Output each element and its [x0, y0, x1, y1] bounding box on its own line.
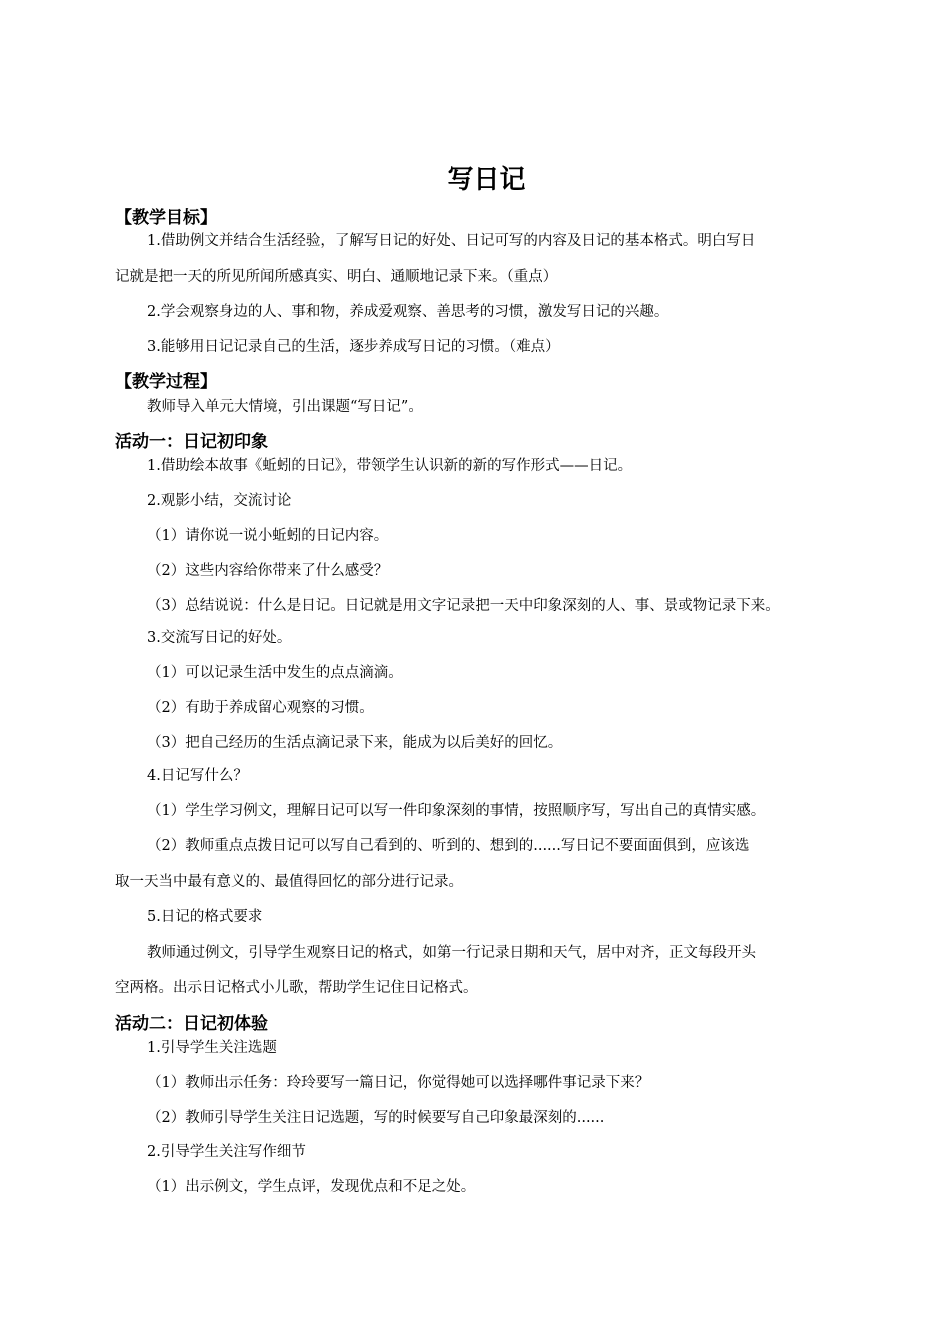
activity1-item-2: 2.观影小结，交流讨论 [147, 493, 292, 509]
activity1-item-2-2: （2）这些内容给你带来了什么感受？ [147, 563, 389, 579]
activity1-item-4-2-line-1: （2）教师重点点拨日记可以写自己看到的、听到的、想到的......写日记不要面面俱到，应该选 [147, 838, 750, 854]
activity2-item-1: 1.引导学生关注选题 [147, 1040, 277, 1056]
activity2-item-2-1: （1）出示例文，学生点评，发现优点和不足之处。 [147, 1179, 476, 1195]
activity1-item-3: 3.交流写日记的好处。 [147, 630, 292, 646]
heading-teaching-goals: 【教学目标】 [115, 208, 217, 228]
heading-teaching-process: 【教学过程】 [115, 372, 217, 392]
goal-1-line-1: 1.借助例文并结合生活经验，了解写日记的好处、日记可写的内容及日记的基本格式。明白写日 [147, 233, 756, 249]
activity1-item-5: 5.日记的格式要求 [147, 909, 263, 925]
activity2-item-1-2: （2）教师引导学生关注日记选题，写的时候要写自己印象最深刻的...... [147, 1110, 605, 1126]
activity1-item-2-3: （3）总结说说：什么是日记。日记就是用文字记录把一天中印象深刻的人、事、景或物记录下来。 [147, 598, 780, 614]
activity2-item-2: 2.引导学生关注写作细节 [147, 1144, 306, 1160]
activity1-item-2-1: （1）请你说一说小蚯蚓的日记内容。 [147, 528, 389, 544]
heading-activity-1: 活动一：日记初印象 [115, 432, 268, 452]
activity1-item-5-text-line-1: 教师通过例文，引导学生观察日记的格式，如第一行记录日期和天气，居中对齐，正文每段开头 [147, 945, 756, 961]
process-intro: 教师导入单元大情境，引出课题“写日记”。 [147, 399, 423, 415]
activity1-item-4-1: （1）学生学习例文，理解日记可以写一件印象深刻的事情，按照顺序写，写出自己的真情实感。 [147, 803, 766, 819]
activity1-item-4: 4.日记写什么？ [147, 768, 248, 784]
activity1-item-4-2-line-2: 取一天当中最有意义的、最值得回忆的部分进行记录。 [115, 874, 463, 890]
goal-3: 3.能够用日记记录自己的生活，逐步养成写日记的习惯。（难点） [147, 339, 560, 355]
goal-2: 2.学会观察身边的人、事和物，养成爱观察、善思考的习惯，激发写日记的兴趣。 [147, 304, 669, 320]
activity2-item-1-1: （1）教师出示任务：玲玲要写一篇日记，你觉得她可以选择哪件事记录下来？ [147, 1075, 650, 1091]
activity1-item-3-1: （1）可以记录生活中发生的点点滴滴。 [147, 665, 403, 681]
activity1-item-3-3: （3）把自己经历的生活点滴记录下来，能成为以后美好的回忆。 [147, 735, 563, 751]
heading-activity-2: 活动二：日记初体验 [115, 1014, 268, 1034]
activity1-item-1: 1.借助绘本故事《蚯蚓的日记》，带领学生认识新的新的写作形式——日记。 [147, 458, 633, 474]
goal-1-line-2: 记就是把一天的所见所闻所感真实、明白、通顺地记录下来。（重点） [115, 269, 558, 285]
page-title: 写日记 [447, 165, 526, 195]
activity1-item-5-text-line-2: 空两格。出示日记格式小儿歌，帮助学生记住日记格式。 [115, 980, 478, 996]
activity1-item-3-2: （2）有助于养成留心观察的习惯。 [147, 700, 374, 716]
